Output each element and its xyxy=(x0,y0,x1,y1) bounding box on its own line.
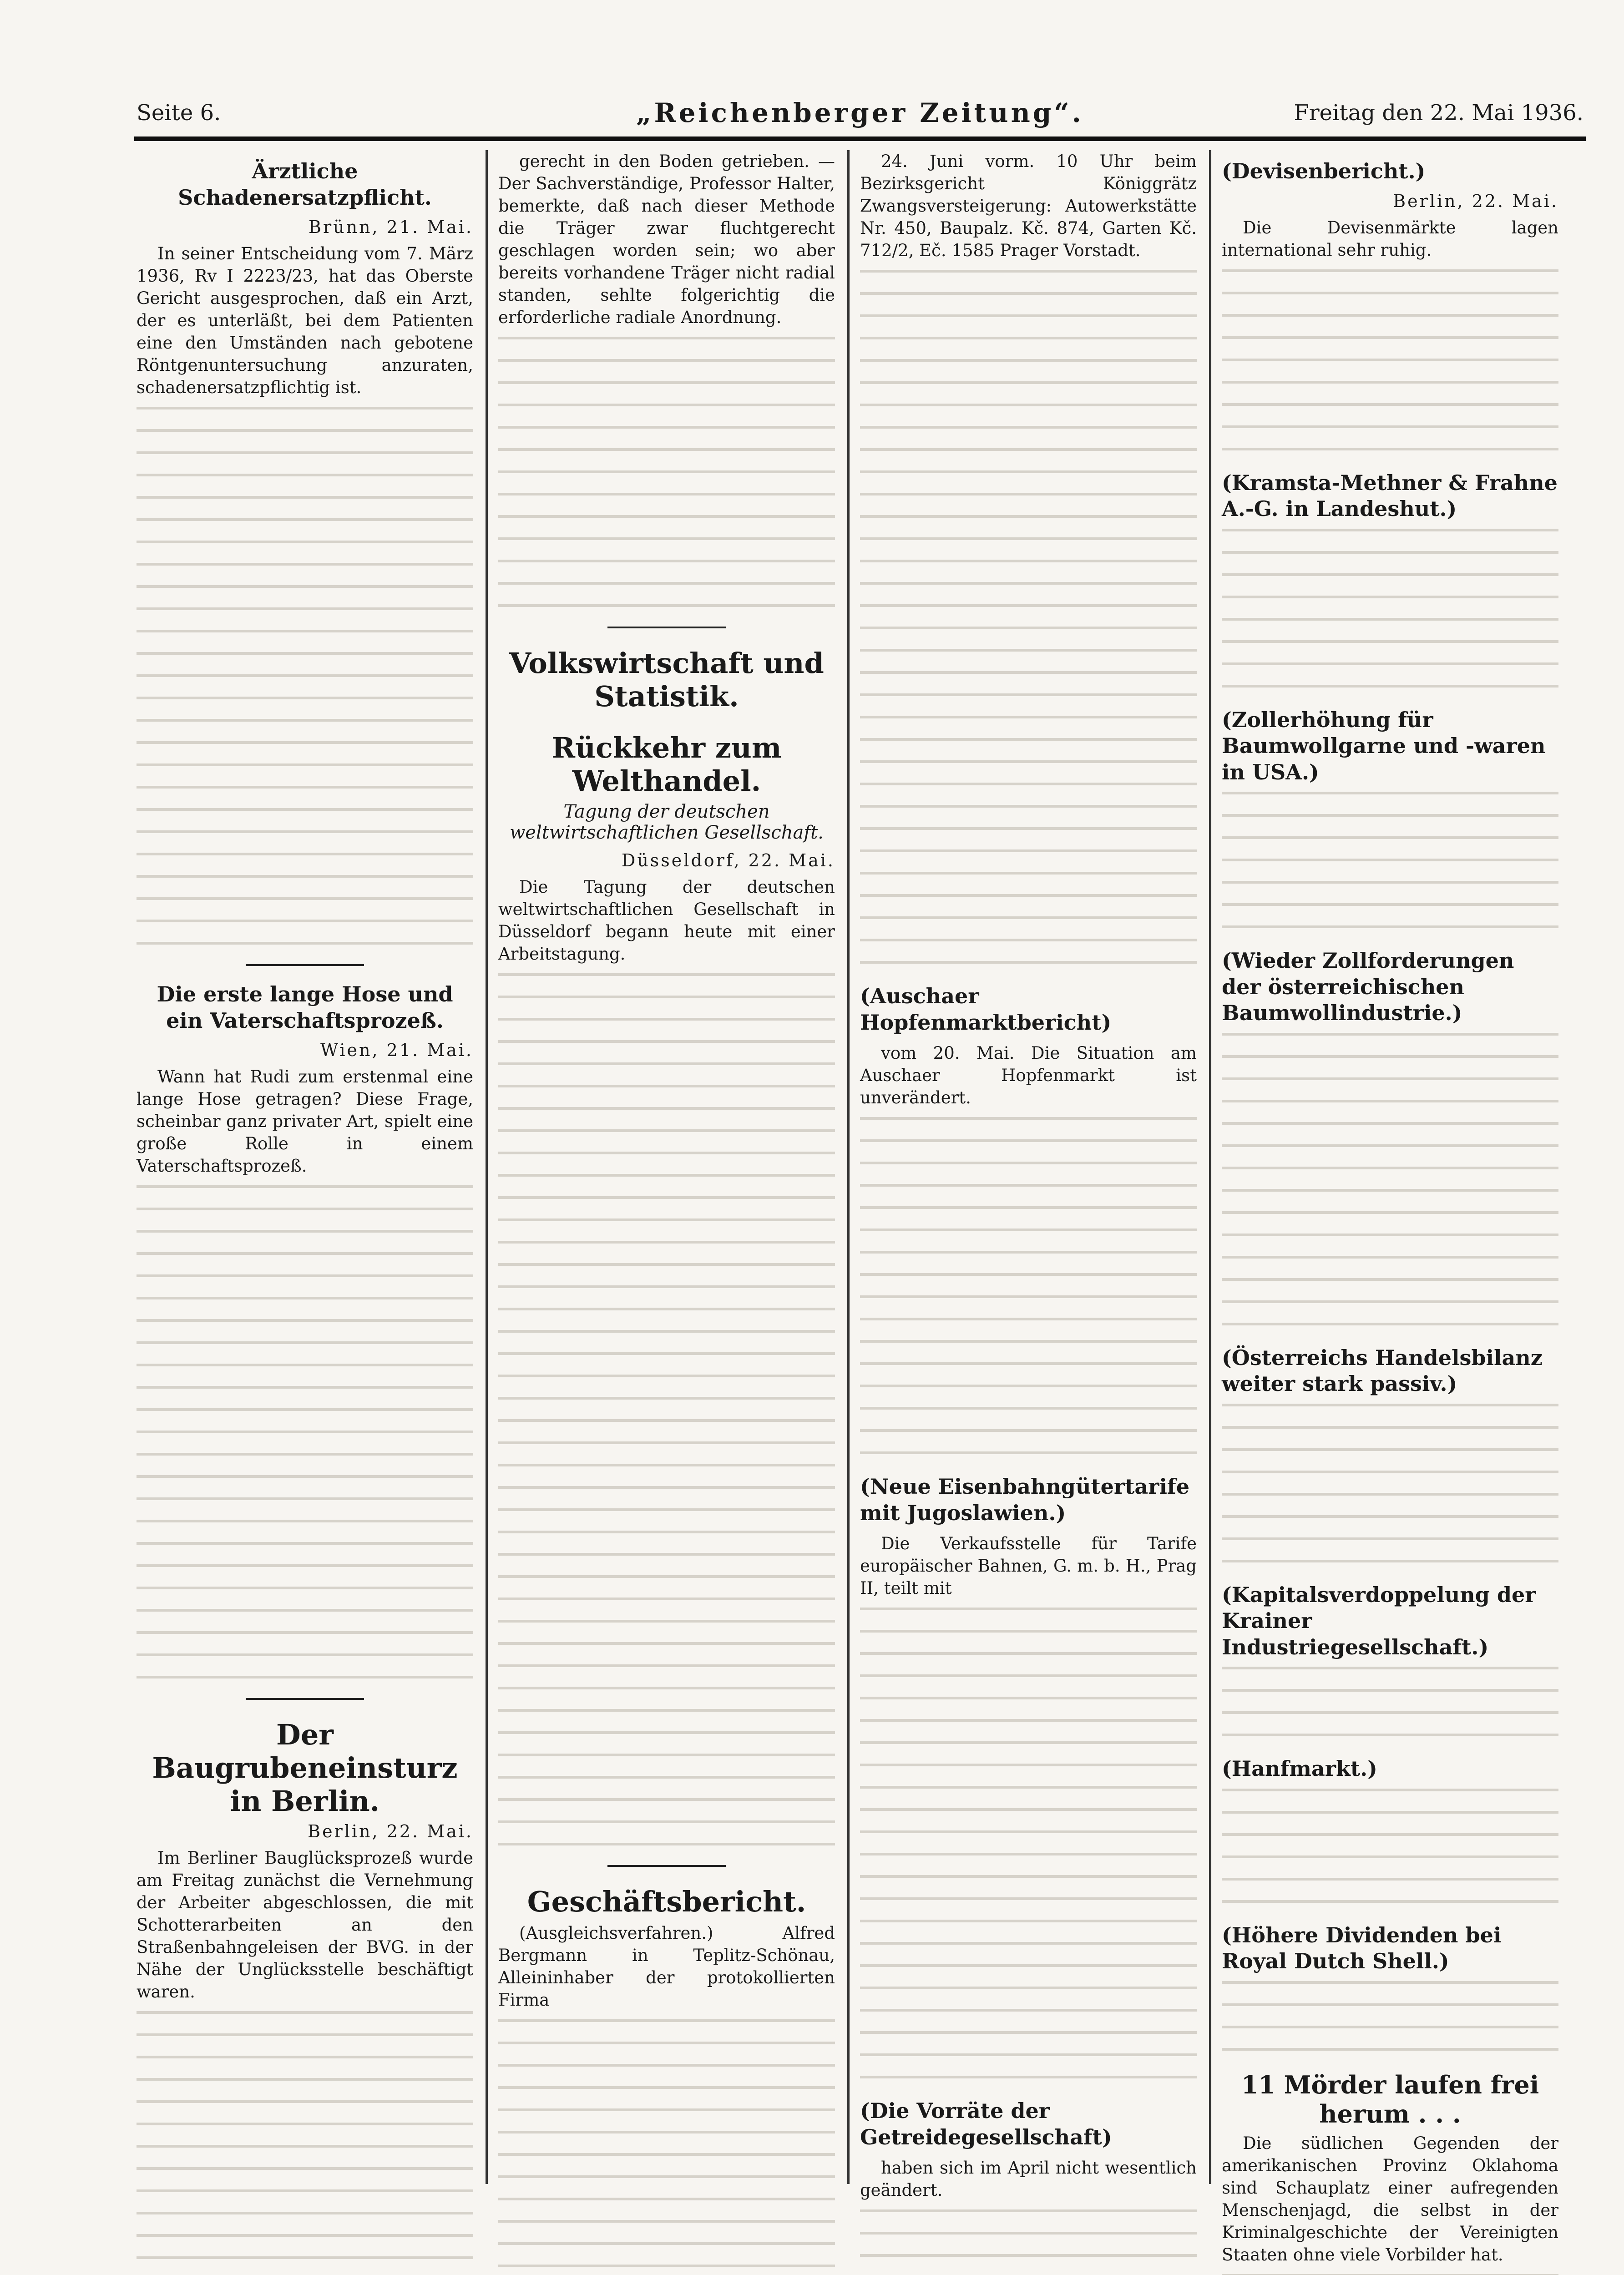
article-heading: 11 Mörder laufen frei herum . . . xyxy=(1222,2070,1558,2128)
column-2 xyxy=(498,150,835,2184)
unreadable-text-placeholder xyxy=(498,2019,835,2275)
article-heading: Der Baugrubeneinsturz in Berlin. xyxy=(137,1718,473,1818)
unreadable-text-placeholder xyxy=(1222,1404,1558,1562)
column-3 xyxy=(860,150,1197,2184)
article-text: Wann hat Rudi zum erstenmal eine lange Hose getragen? Diese Frage, scheinbar ganz privater Art, spielt eine große Rolle in einem Vaterschaftsprozeß. xyxy=(137,1066,473,1177)
unreadable-text-placeholder xyxy=(498,973,835,1845)
article-heading: (Höhere Dividenden bei Royal Dutch Shell.) xyxy=(1222,1922,1558,1975)
article-heading: (Auschaer Hopfenmarktbericht) xyxy=(860,983,1197,1036)
article-heading: (Devisenbericht.) xyxy=(1222,158,1558,185)
unreadable-text-placeholder xyxy=(1222,529,1558,688)
unreadable-text-placeholder xyxy=(1222,1981,1558,2051)
unreadable-text-placeholder xyxy=(498,337,835,607)
article-text: Die Tagung der deutschen weltwirtschaftlichen Gesellschaft in Düsseldorf begann heute mit einer Arbeitstagung. xyxy=(498,876,835,965)
unreadable-text-placeholder xyxy=(137,1185,473,1678)
divider xyxy=(246,1698,364,1700)
dateline: Brünn, 21. Mai. xyxy=(137,217,473,237)
article-text: Im Berliner Bauglücksprozeß wurde am Freitag zunächst die Vernehmung der Arbeiter abgeschlossen, die mit Schotterarbeiten an den Straßenbahngeleisen der BVG. in der Nähe der Unglücksstelle beschäftigt waren. xyxy=(137,1847,473,2003)
dateline: Düsseldorf, 22. Mai. xyxy=(498,850,835,870)
article-heading: (Wieder Zollforderungen der österreichischen Baumwollindustrie.) xyxy=(1222,948,1558,1026)
dateline: Wien, 21. Mai. xyxy=(137,1040,473,1060)
unreadable-text-placeholder xyxy=(1222,1667,1558,1736)
divider xyxy=(246,964,364,966)
article-heading: Die erste lange Hose und ein Vaterschaftsprozeß. xyxy=(137,981,473,1034)
article-heading: (Die Vorräte der Getreidegesellschaft) xyxy=(860,2098,1197,2150)
article-text: haben sich im April nicht wesentlich geändert. xyxy=(860,2157,1197,2201)
unreadable-text-placeholder xyxy=(860,2209,1197,2275)
article-heading: (Hanfmarkt.) xyxy=(1222,1756,1558,1782)
dateline: Berlin, 22. Mai. xyxy=(1222,191,1558,211)
article-heading: (Zollerhöhung für Baumwollgarne und -waren in USA.) xyxy=(1222,707,1558,786)
page-header xyxy=(137,96,1584,136)
issue-date: Freitag den 22. Mai 1936. xyxy=(1294,100,1584,126)
header-rule xyxy=(134,136,1586,141)
divider xyxy=(607,1865,726,1867)
unreadable-text-placeholder xyxy=(860,1117,1197,1454)
divider xyxy=(607,627,726,628)
article-heading: (Neue Eisenbahngütertarife mit Jugoslawien.) xyxy=(860,1474,1197,1526)
article-heading: Geschäftsbericht. xyxy=(498,1885,835,1918)
unreadable-text-placeholder xyxy=(1222,1789,1558,1903)
article-text: vom 20. Mai. Die Situation am Auschaer Hopfenmarkt ist unverändert. xyxy=(860,1042,1197,1109)
article-subheading: Tagung der deutschen weltwirtschaftlichen Gesellschaft. xyxy=(498,801,835,843)
newspaper-title: „Reichenberger Zeitung“. xyxy=(137,97,1584,128)
unreadable-text-placeholder xyxy=(1222,792,1558,928)
column-rule xyxy=(486,150,488,2184)
section-heading: Volkswirtschaft und Statistik. xyxy=(498,647,835,713)
article-heading: (Österreichs Handelsbilanz weiter stark passiv.) xyxy=(1222,1345,1558,1397)
article-text: gerecht in den Boden getrieben. — Der Sachverständige, Professor Halter, bemerkte, daß nach dieser Methode die Träger zwar fluchtgerecht geschlagen worden sein; wo aber bereits vorhandene Träger nicht radial standen, sehlte folgerichtig die erforderliche radiale Anordnung. xyxy=(498,150,835,329)
article-heading: (Kapitalsverdoppelung der Krainer Industriegesellschaft.) xyxy=(1222,1582,1558,1661)
article-text: Die südlichen Gegenden der amerikanischen Provinz Oklahoma sind Schauplatz einer aufregenden Menschenjagd, die selbst in der Kriminalgeschichte der Vereinigten Staaten ohne viele Vorbilder hat. xyxy=(1222,2132,1558,2266)
column-1 xyxy=(137,150,473,2184)
column-rule xyxy=(847,150,850,2184)
unreadable-text-placeholder xyxy=(1222,269,1558,450)
unreadable-text-placeholder xyxy=(860,270,1197,964)
page-number: Seite 6. xyxy=(137,100,221,126)
column-4 xyxy=(1222,150,1558,2184)
article-text: 24. Juni vorm. 10 Uhr beim Bezirksgericht Königgrätz Zwangsversteigerung: Autowerkstätte Nr. 450, Baupalz. Kč. 874, Garten Kč. 712/2, Eč. 1585 Prager Vorstadt. xyxy=(860,150,1197,262)
article-text: Die Devisenmärkte lagen international sehr ruhig. xyxy=(1222,217,1558,261)
article-text: (Ausgleichsverfahren.) Alfred Bergmann in Teplitz-Schönau, Alleininhaber der protokollierten Firma xyxy=(498,1922,835,2011)
unreadable-text-placeholder xyxy=(137,407,473,945)
article-text: Die Verkaufsstelle für Tarife europäischer Bahnen, G. m. b. H., Prag II, teilt mit xyxy=(860,1532,1197,1599)
column-rule xyxy=(1209,150,1211,2184)
article-heading: Rückkehr zum Welthandel. xyxy=(498,731,835,798)
article-heading: Ärztliche Schadenersatzpflicht. xyxy=(137,158,473,211)
article-heading: (Kramsta-Methner & Frahne A.-G. in Landeshut.) xyxy=(1222,470,1558,522)
unreadable-text-placeholder xyxy=(1222,1033,1558,1325)
article-text: In seiner Entscheidung vom 7. März 1936, Rv I 2223/23, hat das Oberste Gericht ausgesprochen, daß ein Arzt, der es unterläßt, bei dem Patienten eine den Umständen nach gebotene Röntgenuntersuchung anzuraten, schadenersatzpflichtig ist. xyxy=(137,243,473,399)
dateline: Berlin, 22. Mai. xyxy=(137,1821,473,1841)
unreadable-text-placeholder xyxy=(137,2011,473,2275)
unreadable-text-placeholder xyxy=(860,1608,1197,2078)
